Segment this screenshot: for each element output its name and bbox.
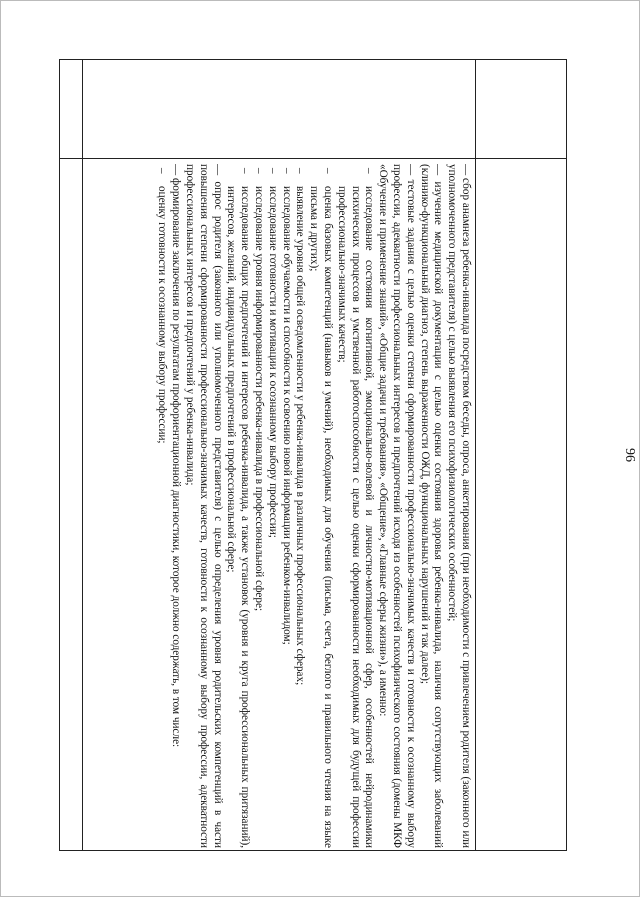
bullet-text: оценку готовности к осознанному выбору профессии; — [156, 186, 169, 444]
bullet-text: выявление уровня общей осведомленности у ребенка-инвалида в различных профессиональных сферах; — [294, 186, 307, 686]
paragraph: — изучение медицинской документации с целью оценки состояния здоровья ребенка-инвалида, наличия сопутствующих заболеваний (клинико-функциональный диагноз, степень выраженности ОЖД, функциональных нарушений и так далее); — [418, 164, 445, 848]
bullet-text: исследование общих предпочтений и интересов ребенка-инвалида, а также установок (уровня и круга профессиональных притязаний), интересов, желаний, индивидуальных предпочтений в профессиональной сфере; — [225, 186, 252, 848]
bullet-item — [265, 164, 279, 848]
bullet-dash: – — [280, 168, 293, 174]
bullet-dash: – — [363, 168, 376, 174]
content-table — [59, 59, 567, 851]
bullet-text: исследование уровня информированности ребенка-инвалида в профессиональной сфере; — [253, 186, 266, 612]
bullet-item — [224, 164, 252, 848]
paragraph: — опрос родителя (законного или уполномоченного представителя) с целью определения уровня родительских компетенций в части повышения степени сформированности профессионально-значимых качеств, готовности к осознанному выбору профессии, адекватности профессиональных интересов и предпочтений у ребенка-инвалида; — [184, 164, 224, 848]
table-column-divider — [60, 158, 566, 159]
bullet-text: оценка базовых компетенций (навыков и умений), необходимых для обучения (письма, счета, беглого и правильного чтения на языке письма и других); — [308, 186, 335, 848]
rotated-page-content — [1, 1, 640, 898]
paragraph: — формирование заключения по результатам профориентационной диагностики, которое должно содержать, в том числе: — [170, 164, 183, 748]
bullet-text: исследование готовности и мотивации к осознанному выбору профессии; — [266, 186, 279, 538]
bullet-dash: – — [294, 168, 307, 174]
bullet-item — [293, 164, 307, 848]
bullet-item — [155, 164, 169, 848]
bullet-dash: – — [156, 168, 169, 174]
paragraph: — сбор анамнеза ребенка-инвалида посредством беседы, опроса, анкетирования (при необходимости с привлечением родителя (законного или уполномоченного представителя) с целью выявления его психофизиологических особенностей; — [446, 164, 472, 848]
bullet-item — [306, 164, 334, 848]
bullet-item — [334, 164, 375, 848]
bullet-dash: – — [253, 168, 266, 174]
bullet-dash: – — [239, 168, 252, 174]
bullet-item — [279, 164, 293, 848]
bullet-item — [251, 164, 265, 848]
table-cell-text — [84, 164, 472, 848]
page-number: 96 — [622, 448, 637, 462]
bullet-dash: – — [322, 168, 335, 174]
paragraph: — тестовые задания с целью оценки степени сформированности профессионально-значимых качеств и готовности к осознанному выбору профессии, адекватности профессиональных интересов и предпочтений исходя из особенностей психофизического состояния (домены МКФ «Обучение и применение знаний», «Общие задачи и требования», «Общение», «Главные сферы жизни»), а именно: — [377, 164, 417, 848]
bullet-text: исследование состояния когнитивной, эмоционально-волевой и личностно-мотивационной сфер, особенностей нейродинамики психических процессов и умственной работоспособности с целью оценки сформированности необходимых для будущей профессии профессионально-значимых качеств; — [335, 186, 376, 848]
table-row-divider — [82, 60, 83, 850]
table-row-divider — [475, 60, 476, 850]
bullet-text: исследование обучаемости и способности к освоению новой информации ребенком-инвалидом; — [280, 186, 293, 645]
bullet-dash: – — [266, 168, 279, 174]
